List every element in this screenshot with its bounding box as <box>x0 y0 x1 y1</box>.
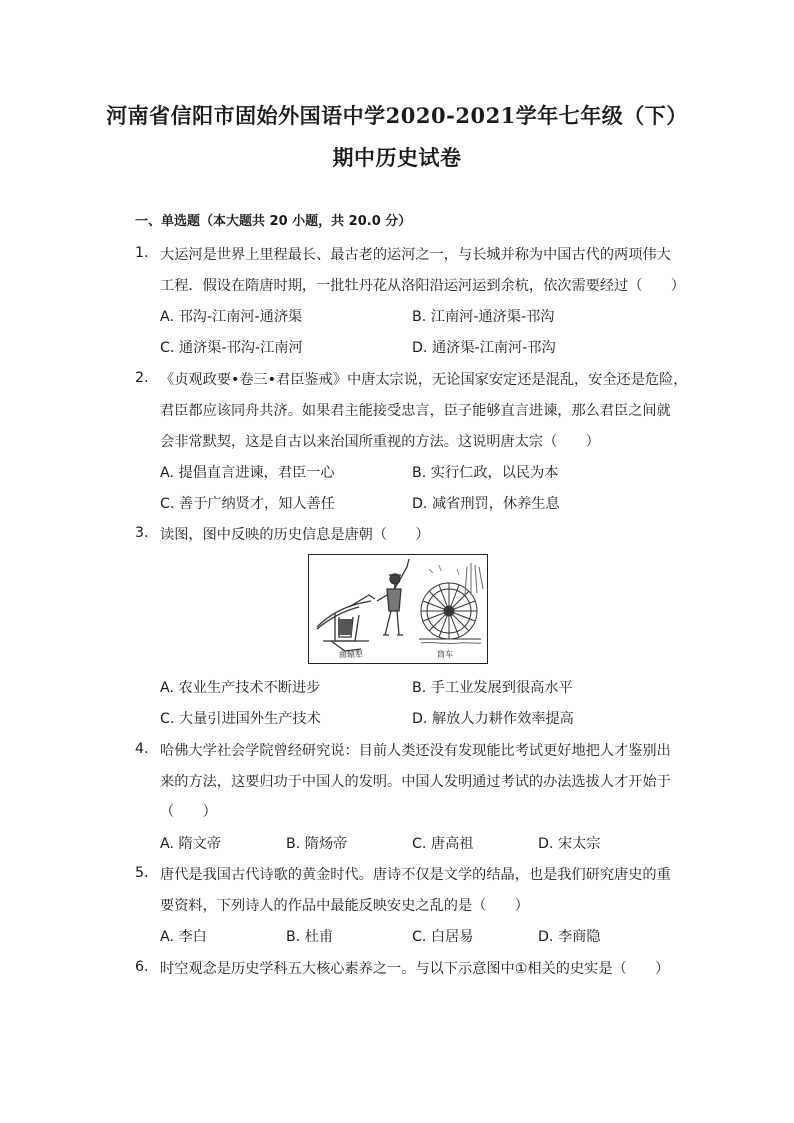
question-3-line-1: 读图，图中反映的历史信息是唐朝（ ） <box>160 527 430 543</box>
farmer-figure-drawing <box>377 559 409 635</box>
question-1-option-c: C. 通济渠-邗沟-江南河 <box>160 340 303 356</box>
question-1-line-1: 大运河是世界上里程最长、最古老的运河之一，与长城并称为中国古代的两项伟大 <box>160 247 671 263</box>
question-5-line-2: 要资料，下列诗人的作品中最能反映安史之乱的是（ ） <box>160 898 529 914</box>
question-2-number: 2. <box>135 370 149 386</box>
question-3-option-b: B. 手工业发展到很高水平 <box>412 680 573 696</box>
question-3-option-c: C. 大量引进国外生产技术 <box>160 711 321 727</box>
question-4-option-d: D. 宋太宗 <box>538 836 601 852</box>
question-5-line-1: 唐代是我国古代诗歌的黄金时代。唐诗不仅是文学的结晶，也是我们研究唐史的重 <box>160 867 671 883</box>
question-5-option-c: C. 白居易 <box>412 929 474 945</box>
illustration-drawing <box>309 555 487 663</box>
question-5-option-a: A. 李白 <box>160 929 207 945</box>
question-6-line-1: 时空观念是历史学科五大核心素养之一。与以下示意图中①相关的史实是（ ） <box>160 961 670 977</box>
question-2-line-2: 君臣都应该同舟共济。如果君主能接受忠言，臣子能够直言进谏，那么君臣之间就 <box>160 403 671 419</box>
question-1-number: 1. <box>135 245 149 261</box>
question-3-number: 3. <box>135 525 149 541</box>
question-1-option-b: B. 江南河-通济渠-邗沟 <box>412 309 555 325</box>
question-1-option-a: A. 邗沟-江南河-通济渠 <box>160 309 303 325</box>
question-4-option-c: C. 唐高祖 <box>412 836 474 852</box>
question-1-option-d: D. 通济渠-江南河-邗沟 <box>412 340 556 356</box>
question-3-option-d: D. 解放人力耕作效率提高 <box>412 711 574 727</box>
waterwheel-drawing <box>419 563 483 644</box>
curved-plow-drawing <box>317 595 375 651</box>
plow-caption: 曲辕犁 <box>339 650 363 659</box>
exam-title-line-1: 河南省信阳市固始外国语中学2020-2021学年七年级（下） <box>106 103 688 128</box>
question-2-line-1: 《贞观政要•卷三•君臣鉴戒》中唐太宗说，无论国家安定还是混乱，安全还是危险， <box>160 372 688 388</box>
question-6-number: 6. <box>135 959 149 975</box>
question-2-line-3: 会非常默契，这是自古以来治国所重视的方法。这说明唐太宗（ ） <box>160 434 600 450</box>
exam-title-line-2: 期中历史试卷 <box>332 145 462 170</box>
question-4-option-a: A. 隋文帝 <box>160 836 222 852</box>
question-2-option-a: A. 提倡直言进谏，君臣一心 <box>160 465 335 481</box>
question-4-option-b: B. 隋炀帝 <box>286 836 348 852</box>
question-4-number: 4. <box>135 741 149 757</box>
question-5-option-b: B. 杜甫 <box>286 929 334 945</box>
question-4-line-2: 来的方法，这要归功于中国人的发明。中国人发明通过考试的办法选拔人才开始于 <box>160 774 671 790</box>
question-4-line-1: 哈佛大学社会学院曾经研究说：目前人类还没有发现能比考试更好地把人才鉴别出 <box>160 743 671 759</box>
question-4-line-3: （ ） <box>160 804 217 820</box>
question-2-option-d: D. 减省刑罚，休养生息 <box>412 496 560 512</box>
question-2-option-b: B. 实行仁政，以民为本 <box>412 465 559 481</box>
section-heading: 一、单选题（本大题共 20 小题，共 20.0 分） <box>135 214 412 229</box>
question-1-line-2: 工程．假设在隋唐时期，一批牡丹花从洛阳沿运河运到余杭，依次需要经过（ ） <box>160 278 685 294</box>
question-5-number: 5. <box>135 865 149 881</box>
question-3-option-a: A. 农业生产技术不断进步 <box>160 680 321 696</box>
waterwheel-caption: 筒车 <box>437 650 453 659</box>
plow-and-waterwheel-illustration <box>308 554 488 664</box>
question-2-option-c: C. 善于广纳贤才，知人善任 <box>160 496 335 512</box>
question-5-option-d: D. 李商隐 <box>538 929 601 945</box>
